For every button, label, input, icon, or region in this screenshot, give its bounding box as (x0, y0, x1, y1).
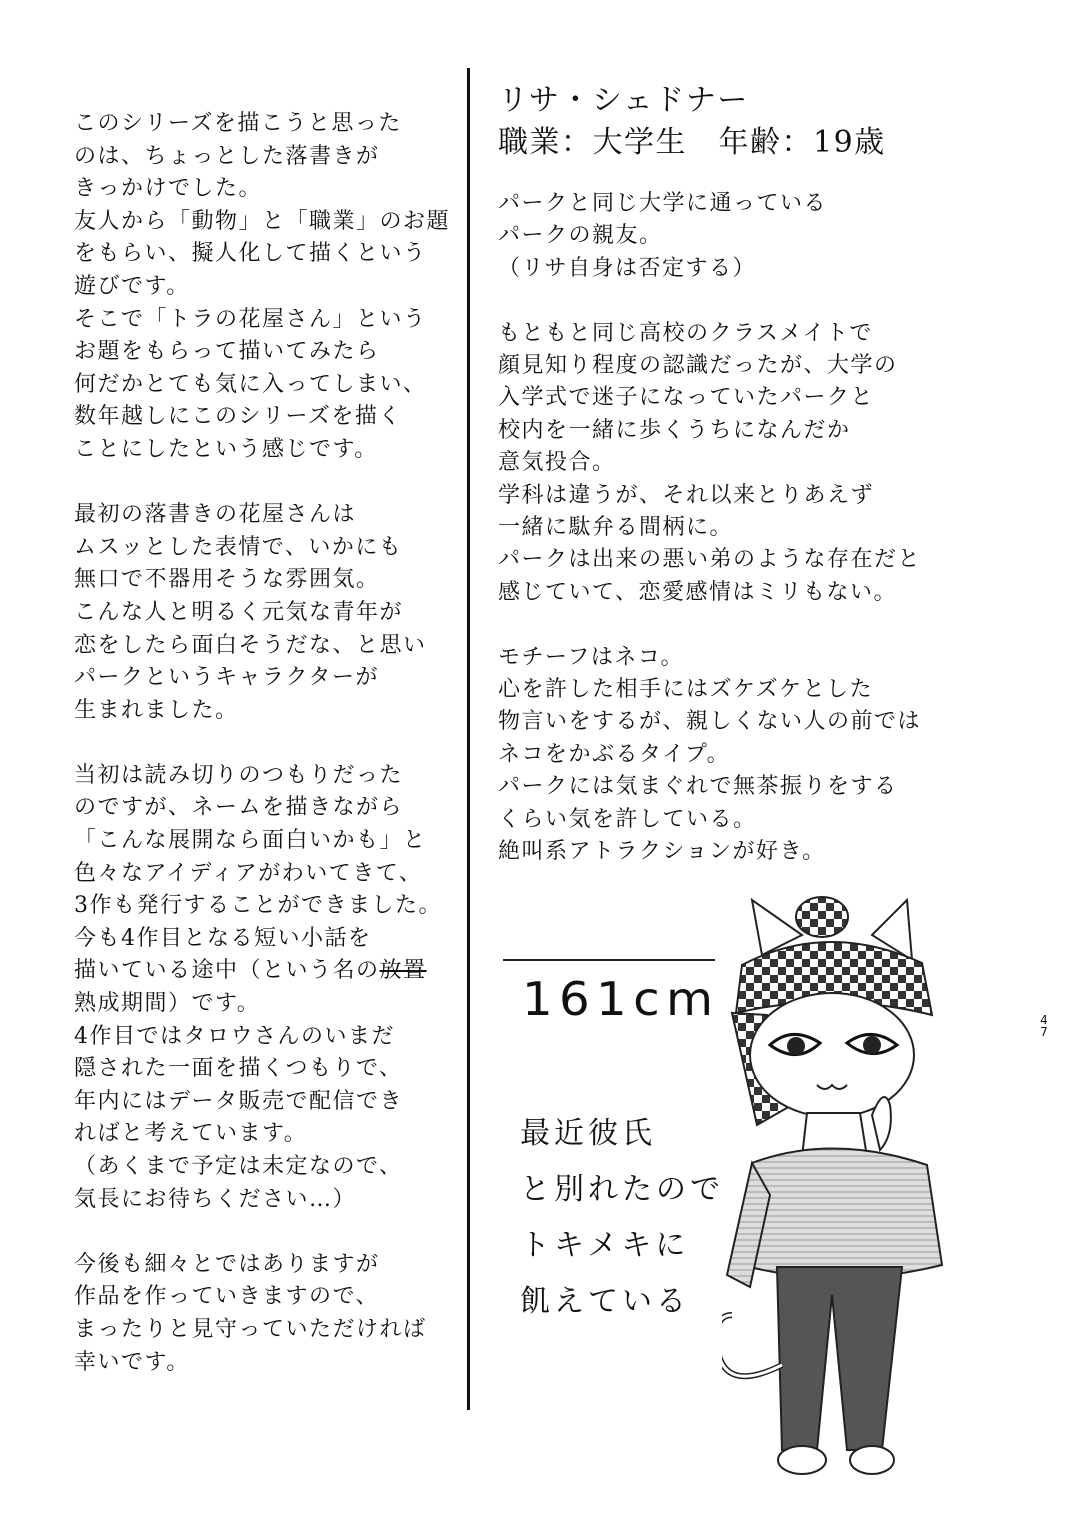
text-line: そこで「トラの花屋さん」という (74, 306, 427, 332)
text-line: ムスッとした表情で、いかにも (74, 534, 403, 560)
text-line: まったりと見守っていただければ (74, 1316, 427, 1342)
text-line: 当初は読み切りのつもりだった (74, 762, 404, 788)
essay-paragraph-2 (74, 499, 454, 727)
character-height-note: 161cm (522, 972, 720, 1026)
text-line: をもらい、擬人化して描くという (74, 241, 427, 267)
text-line: 隠された一面を描くつもりで、 (74, 1056, 403, 1082)
text-line: きっかけでした。 (74, 176, 263, 202)
handdrawn-rule (503, 959, 715, 961)
note-line: 最近彼氏 (520, 1116, 656, 1151)
text-line: 物言いをするが、親しくない人の前では (498, 709, 922, 735)
text-line: のですが、ネームを描きながら (74, 795, 404, 821)
text-line: パークには気まぐれで無茶振りをする (498, 774, 898, 800)
struck-word: 放置 (379, 958, 427, 984)
text-line: 今後も細々とではありますが (74, 1251, 380, 1277)
text-line: 何だかとても気に入ってしまい、 (74, 371, 427, 397)
text-line: 年内にはデータ販売で配信でき (74, 1088, 404, 1114)
text-line: パークというキャラクターが (74, 665, 380, 691)
essay-paragraph-1 (74, 108, 454, 467)
text-line: こんな人と明るく元気な青年が (74, 599, 404, 625)
note-line: 飢えている (520, 1284, 690, 1319)
profile-paragraph-3 (498, 642, 958, 869)
text-line: 恋をしたら面白そうだな、と思い (74, 632, 427, 658)
text-line: 感じていて、恋愛感情はミリもない。 (498, 579, 898, 605)
text-line: お題をもらって描いてみたら (74, 339, 380, 365)
text-line: 学科は違うが、それ以来とりあえず (498, 482, 875, 508)
text-line: パークは出来の悪い弟のような存在だと (498, 547, 922, 573)
text-line: 一緒に駄弁る間柄に。 (498, 515, 734, 541)
text-line: 「こんな展開なら面白いかも」と (74, 828, 427, 854)
text-line: 4作目ではタロウさんのいまだ (74, 1023, 395, 1049)
text-line: パークの親友。 (498, 223, 663, 249)
text-line: 数年越しにこのシリーズを描く (74, 404, 402, 430)
column-divider (467, 68, 470, 1410)
text-line: モチーフはネコ。 (498, 644, 685, 670)
text-line: 3作も発行することができました。 (74, 893, 442, 919)
text-line: ことにしたという感じです。 (74, 436, 378, 462)
cat-character-illustration (722, 895, 962, 1495)
essay-paragraph-3 (74, 760, 454, 1216)
handwritten-note (520, 1106, 724, 1330)
profile-paragraph-2 (498, 318, 958, 610)
text-line: 今も4作目となる短い小話を (74, 925, 372, 951)
character-name: リサ・シェドナー (498, 83, 749, 118)
text-line: 気長にお待ちください…） (74, 1186, 357, 1212)
page-number-digit: 4 (1040, 1013, 1048, 1027)
profile-body (498, 188, 958, 869)
essay-column (74, 108, 454, 1379)
text-line: 遊びです。 (74, 273, 190, 299)
text-line: 生まれました。 (74, 697, 239, 723)
text-line: 色々なアイディアがわいてきて、 (74, 860, 423, 886)
note-line: と別れたので (520, 1172, 724, 1207)
note-line: トキメキに (520, 1228, 690, 1263)
text-line: 作品を作っていきますので、 (74, 1284, 380, 1310)
text-line-with-strikethrough (74, 955, 454, 988)
text-line: 顔見知り程度の認識だったが、大学の (498, 353, 898, 379)
text-line: 入学式で迷子になっていたパークと (498, 385, 875, 411)
text-line: パークと同じ大学に通っている (498, 191, 828, 216)
text-line: （リサ自身は否定する） (498, 255, 757, 281)
text-line: 幸いです。 (74, 1349, 190, 1375)
text-segment: 描いている途中（という名の (74, 958, 380, 984)
text-line: 熟成期間）です。 (74, 991, 261, 1017)
text-line: 絶叫系アトラクションが好き。 (498, 839, 826, 865)
text-line: 心を許した相手にはズケズケとした (498, 677, 874, 703)
text-line: のは、ちょっとした落書きが (74, 143, 380, 169)
text-line: くらい気を許している。 (498, 806, 757, 832)
page-number-digit: 7 (1040, 1025, 1048, 1039)
profile-paragraph-1 (498, 188, 958, 285)
page-number (1038, 1014, 1050, 1038)
text-line: もともと同じ高校のクラスメイトで (498, 320, 873, 346)
text-line: 意気投合。 (498, 450, 616, 476)
text-line: ればと考えています。 (74, 1121, 308, 1147)
character-profile (498, 80, 958, 901)
text-line: 無口で不器用そうな雰囲気。 (74, 567, 380, 593)
text-line: 最初の落書きの花屋さんは (74, 502, 357, 528)
text-line: ネコをかぶるタイプ。 (498, 741, 731, 767)
text-line: このシリーズを描こうと思った (74, 111, 402, 136)
text-line: （あくまで予定は未定なので、 (74, 1154, 403, 1179)
text-line: 校内を一緒に歩くうちになんだか (498, 417, 851, 443)
essay-paragraph-4 (74, 1249, 454, 1379)
text-line: 友人から「動物」と「職業」のお題 (74, 208, 451, 234)
character-occupation-age: 職業：大学生 年齢：19歳 (498, 125, 886, 160)
